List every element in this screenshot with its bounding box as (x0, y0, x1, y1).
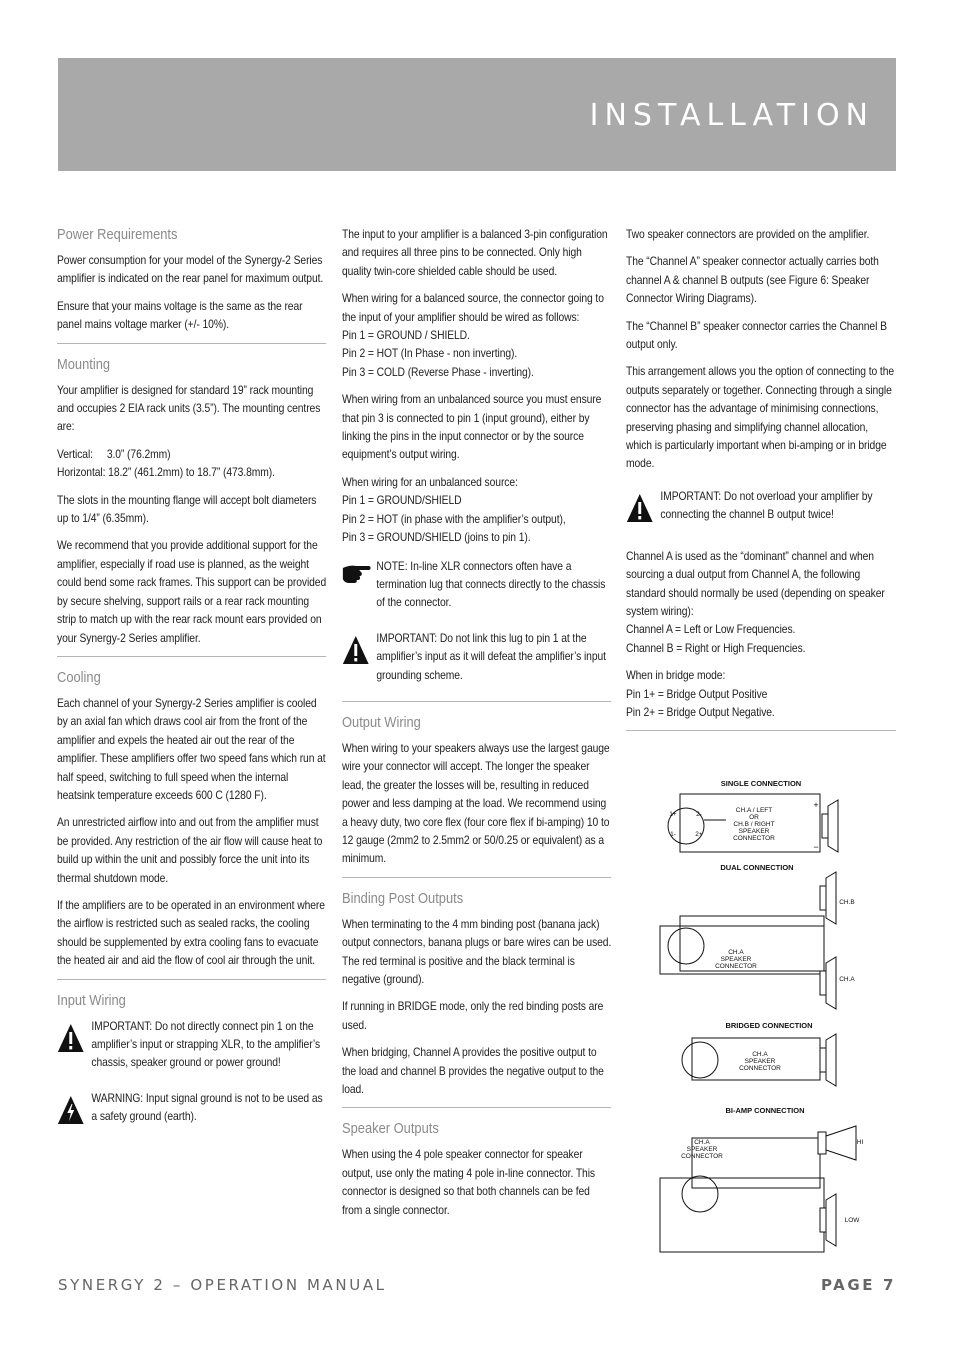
mounting-paragraph: Your amplifier is designed for standard 19” rack mounting and occupies 2 EIA rack units (3.5”). The mounting centres are: (57, 382, 321, 434)
binding-paragraph: When bridging, Channel A provides the positive output to the load and channel B provides the negative output to the load. (342, 1045, 604, 1097)
section-divider (57, 343, 326, 344)
bridge-pin-line: Pin 2+ = Bridge Output Negative. (626, 704, 775, 719)
column-1 (57, 225, 327, 1143)
pin-line: Pin 2 = HOT (in phase with the amplifier’s output), (342, 511, 566, 526)
section-heading-mounting: Mounting (57, 355, 111, 373)
section-heading-input: Input Wiring (57, 991, 126, 1009)
connector-paragraph: Two speaker connectors are provided on the amplifier. (626, 227, 870, 241)
footer-page-number: PAGE 7 (820, 1276, 896, 1294)
warning-triangle-icon (626, 493, 654, 523)
section-heading-cooling: Cooling (57, 668, 101, 686)
electric-hazard-icon (57, 1095, 85, 1125)
pointing-hand-icon (342, 563, 371, 583)
diagram-label-low: LOW (844, 1217, 860, 1224)
note-callout (342, 557, 611, 621)
mounting-paragraph: The slots in the mounting flange will accept bolt diameters up to 1/4” (6.35mm). (57, 492, 317, 526)
pin-label: 2- (696, 811, 702, 818)
diagram-label: CH.A (752, 1051, 768, 1058)
diagram-label: CONNECTOR (715, 963, 757, 970)
warning-triangle-icon (57, 1023, 85, 1053)
power-paragraph: Power consumption for your model of the Synergy-2 Series amplifier is indicated on the rear panel for maximum output. (57, 253, 324, 286)
diagram-label-cha: CH.A (839, 976, 855, 983)
pin-line: Pin 3 = COLD (Reverse Phase - inverting). (342, 364, 534, 379)
connector-paragraph: This arrangement allows you the option of connecting to the outputs separately or together. Connecting through a single connector has the advantage of minimising connections, preserving phasing and simplifying channel allocation, which is particularly important when bi-amping or in bridge mode. (626, 364, 895, 471)
speaker-wiring-diagram (656, 776, 876, 1256)
important-callout (57, 1017, 326, 1081)
pin-label: 2+ (695, 831, 703, 838)
section-heading-binding: Binding Post Outputs (342, 889, 464, 907)
diagram-label-chb: CH.B (839, 899, 855, 906)
mounting-horizontal: Horizontal: 18.2” (461.2mm) to 18.7” (473.8mm). (57, 465, 275, 480)
unbalanced-intro: When wiring for an unbalanced source: (342, 474, 518, 489)
important-text: IMPORTANT: Do not directly connect pin 1 on the amplifier’s input or strapping XLR, to the amplifier’s chassis, speaker ground or power ground! (91, 1018, 321, 1070)
note-text: NOTE: In-line XLR connectors often have a termination lug that connects directly to the chassis of the connector. (376, 558, 606, 610)
diagram-label: CH.B / RIGHT (733, 821, 775, 828)
column-3 (626, 225, 896, 742)
mounting-vertical: Vertical: 3.0” (76.2mm) (57, 446, 171, 461)
minus-sign: − (813, 842, 819, 852)
section-divider (342, 1107, 611, 1108)
diagram-label: SPEAKER (738, 828, 770, 835)
diagram-label: SPEAKER (720, 956, 752, 963)
column-2 (342, 225, 612, 1228)
cooling-paragraph: Each channel of your Synergy-2 Series amplifier is cooled by an axial fan which draws cool air from the front of the amplifier and expels the heated air out the rear of the amplifier. These amplifiers offer two speed fans which run at half speed, switching to full speed when the internal heatsink temperature exceeds 600 C (1280 F). (57, 695, 326, 802)
speaker-paragraph: When using the 4 pole speaker connector for speaker output, use only the mating 4 pole in-line connector. This connector is designed so that both channels can be fed from a single connector. (342, 1147, 595, 1217)
section-heading-power: Power Requirements (57, 226, 178, 243)
diagram-label: SPEAKER (686, 1146, 718, 1153)
pin-line: Pin 1 = GROUND/SHIELD (342, 493, 462, 508)
channel-paragraph: Channel A is used as the “dominant” channel and when sourcing a dual output from Channel A, the following standard should normally be used (depending on speaker system wiring): (626, 548, 885, 618)
page-header-band (58, 58, 896, 171)
diagram-label: CH.A (728, 949, 744, 956)
page-title: INSTALLATION (589, 98, 874, 133)
input-paragraph: When wiring for a balanced source, the connector going to the input of your amplifier should be wired as follows: (342, 291, 604, 324)
channel-a-line: Channel A = Left or Low Frequencies. (626, 622, 796, 637)
biamp-connection-title: BI-AMP CONNECTION (725, 1106, 805, 1115)
power-paragraph: Ensure that your mains voltage is the same as the rear panel mains voltage marker (+/- 10%). (57, 298, 303, 332)
footer-manual-title: SYNERGY 2 – OPERATION MANUAL (58, 1276, 387, 1294)
diagram-label: SPEAKER (744, 1058, 776, 1065)
warning-text: WARNING: Input signal ground is not to be used as a safety ground (earth). (91, 1090, 323, 1124)
important-text: IMPORTANT: Do not overload your amplifier by connecting the channel B output twice! (660, 488, 873, 522)
important-text: IMPORTANT: Do not link this lug to pin 1 at the amplifier’s input as it will defeat the amplifier’s input grounding scheme. (376, 630, 606, 682)
important-callout (342, 629, 611, 693)
channel-b-line: Channel B = Right or High Frequencies. (626, 640, 806, 655)
section-divider (57, 656, 326, 657)
output-paragraph: When wiring to your speakers always use the largest gauge wire your connector will accept. The longer the speaker lead, the greater the losses will be, resulting in reduced power and less damping at the load. We recommend using a heavy duty, two core flex (four core flex if bi-amping) 10 to 12 gauge (2mm2 to 2.5mm2 or 50/0.25 or equivalent) as a minimum. (342, 740, 610, 866)
section-divider (342, 701, 611, 702)
plus-sign: + (813, 800, 819, 810)
diagram-label-hi: HI (856, 1139, 864, 1146)
diagram-label: CONNECTOR (739, 1065, 781, 1072)
pin-line: Pin 2 = HOT (In Phase - non inverting). (342, 346, 518, 361)
pin-label: 1- (670, 831, 676, 838)
section-heading-output: Output Wiring (342, 713, 421, 731)
mounting-paragraph: We recommend that you provide additional support for the amplifier, especially if road use is planned, as the weight could bend some rack frames. This support can be provided by secure shelving, support rails or a rear rack mounting strip to match up with the rear rack mount ears provided on your Synergy-2 Series amplifier. (57, 538, 327, 645)
binding-paragraph: When terminating to the 4 mm binding post (banana jack) output connectors, banana plugs or bare wires can be used. The red terminal is positive and the black terminal is negative (ground). (342, 916, 612, 986)
diagram-label: CONNECTOR (733, 835, 775, 842)
input-paragraph: The input to your amplifier is a balanced 3-pin configuration and requires all three pins to be connected. Only high quality twin-core shielded cable should be used. (342, 227, 608, 278)
bridge-intro: When in bridge mode: (626, 668, 726, 683)
diagram-label: CH.A / LEFT (735, 807, 773, 814)
pin-label: 1+ (669, 811, 677, 818)
input-paragraph: When wiring from an unbalanced source you must ensure that pin 3 is connected to pin 1 (input ground), either by linking the pins in the input connector or by the source equipment’s output wiring. (342, 392, 602, 462)
connector-paragraph: The “Channel B” speaker connector carries the Channel B output only. (626, 318, 887, 352)
cooling-paragraph: An unrestricted airflow into and out from the amplifier must be provided. Any restriction of the air flow will cause heat to build up within the unit and possibly force the unit into its thermal shutdown mode. (57, 815, 323, 885)
section-divider (57, 979, 326, 980)
diagram-label: OR (749, 814, 759, 821)
diagram-label: CONNECTOR (681, 1153, 723, 1160)
section-divider (626, 730, 896, 731)
warning-callout (57, 1089, 326, 1135)
cooling-paragraph: If the amplifiers are to be operated in an environment where the airflow is restricted such as sealed racks, the cooling should be supplemented by extra cooling fans to evacuate the heated air and aid the flow of cool air through the unit. (57, 897, 325, 968)
warning-triangle-icon (342, 635, 370, 665)
section-heading-speaker: Speaker Outputs (342, 1120, 439, 1138)
bridged-connection-title: BRIDGED CONNECTION (725, 1021, 813, 1030)
binding-paragraph: If running in BRIDGE mode, only the red binding posts are used. (342, 999, 604, 1032)
single-connection-title: SINGLE CONNECTION (720, 779, 802, 788)
dual-connection-title: DUAL CONNECTION (720, 863, 794, 872)
connector-paragraph: The “Channel A” speaker connector actually carries both channel A & channel B outputs (see Figure 6: Speaker Connector Wiring Diagrams). (626, 254, 879, 306)
section-divider (342, 877, 611, 878)
diagram-label: CH.A (694, 1139, 710, 1146)
pin-line: Pin 1 = GROUND / SHIELD. (342, 328, 470, 343)
pin-line: Pin 3 = GROUND/SHIELD (joins to pin 1). (342, 530, 531, 545)
bridge-pin-line: Pin 1+ = Bridge Output Positive (626, 686, 768, 701)
important-callout (626, 487, 895, 533)
